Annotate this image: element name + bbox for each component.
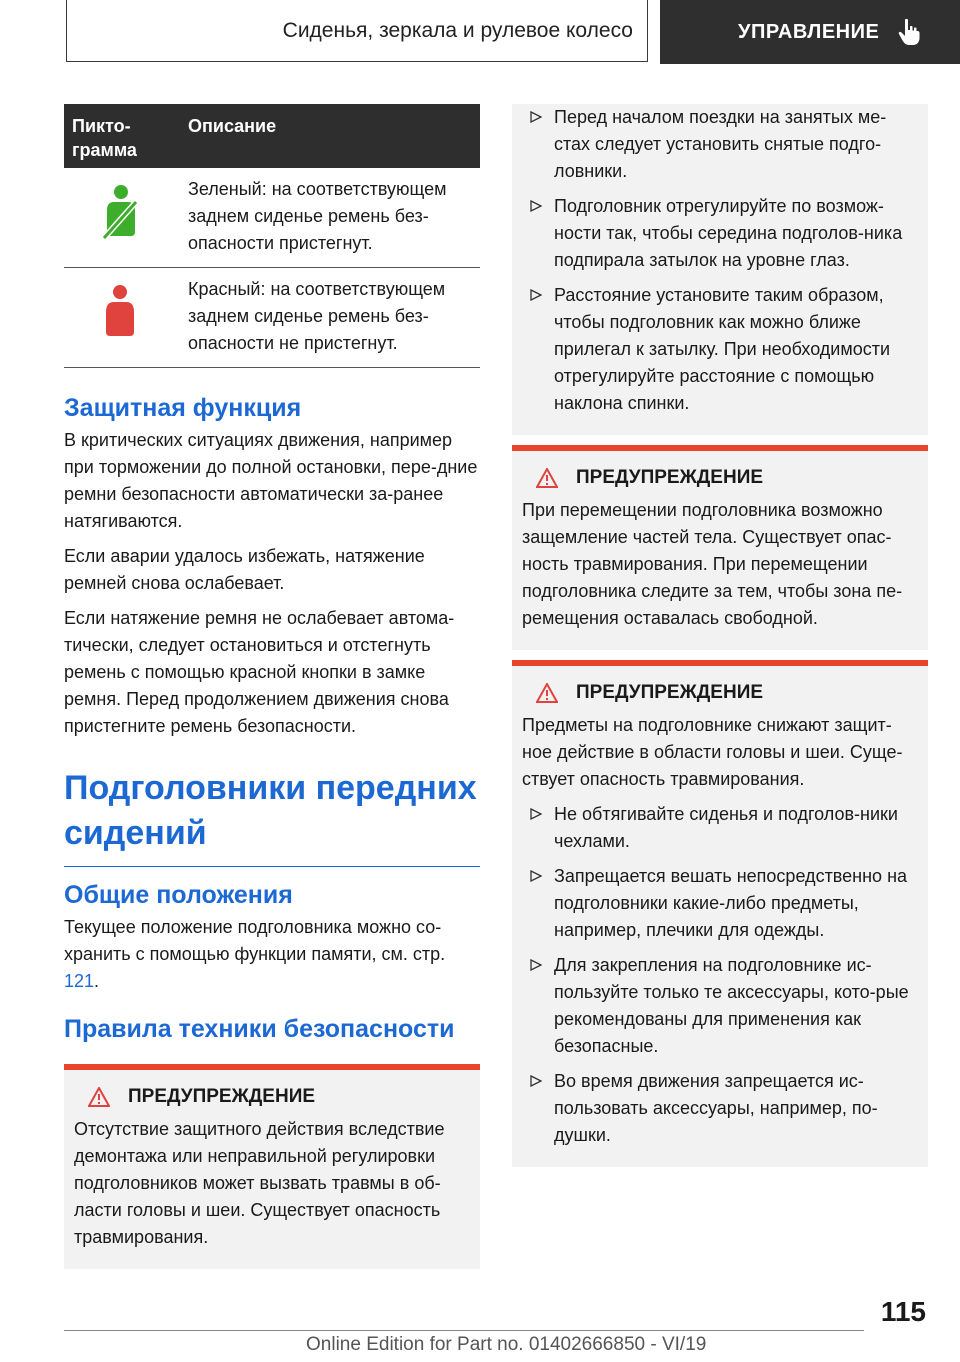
section-title: Сиденья, зеркала и рулевое колесо <box>282 18 633 42</box>
triangle-bullet-icon <box>530 289 542 301</box>
warning-label: ПРЕДУПРЕЖДЕНИЕ <box>576 467 764 488</box>
warning-text: При перемещении подголовника возможно защемление частей тела. Существует опас-ность травмирования. При перемещении подголовника следите за тем, чтобы зона пе-ремещения оставалась свободной. <box>522 500 903 628</box>
right-column <box>512 104 928 1167</box>
list-item <box>522 1068 918 1149</box>
instructions-list <box>522 104 918 417</box>
chapter-tab[interactable] <box>660 0 960 64</box>
table-header-description: Описание <box>188 116 277 136</box>
warning-label: ПРЕДУПРЕЖДЕНИЕ <box>128 1086 316 1107</box>
warning-box <box>64 1064 480 1269</box>
triangle-bullet-icon <box>530 870 542 882</box>
triangle-bullet-icon <box>530 1075 542 1087</box>
general-heading: Общие положения <box>64 881 293 909</box>
table-row <box>64 268 480 368</box>
list-item-text: Запрещается вешать непосредственно на подголовники какие-либо предметы, например, плечики для одежды. <box>554 866 908 940</box>
seatbelt-unfastened-icon <box>100 284 140 340</box>
protect-paragraph-1: В критических ситуациях движения, например при торможении до полной остановки, пере-дние ремни безопасности автоматически за-ранее натягиваются. <box>64 430 478 531</box>
page-reference-link[interactable]: 121 <box>64 971 95 991</box>
warning-triangle-icon <box>536 468 558 488</box>
table-header <box>64 104 480 168</box>
list-item-text: Во время движения запрещается ис-пользовать аксессуары, например, по-душки. <box>554 1071 878 1145</box>
list-item-text: Не обтягивайте сиденья и подголов-ники чехлами. <box>554 804 898 851</box>
table-header-pictogram: Пикто-грамма <box>72 116 137 160</box>
protect-paragraph-2: Если аварии удалось избежать, натяжение ремней снова ослабевает. <box>64 546 425 593</box>
warning-list <box>522 801 918 1149</box>
chapter-title: УПРАВЛЕНИЕ <box>738 20 880 43</box>
list-item-text: Для закрепления на подголовнике ис-пользуйте только те аксессуары, кото-рые рекомендованы для применения как безопасные. <box>554 955 909 1056</box>
warning-box <box>512 445 928 650</box>
warning-text: Отсутствие защитного действия вследствие демонтажа или неправильной регулировки подголовников может вызвать травмы в об-ласти головы и шеи. Существует опасность травмирования. <box>74 1119 445 1247</box>
warning-triangle-icon <box>88 1087 110 1107</box>
list-item <box>522 104 918 185</box>
safety-rules-heading: Правила техники безопасности <box>64 1015 455 1043</box>
warning-text: Предметы на подголовнике снижают защит-ное действие в области головы и шеи. Суще-ствует опасность травмирования. <box>522 715 903 789</box>
warning-box <box>512 660 928 1167</box>
general-text: Текущее положение подголовника можно со-хранить с помощью функции памяти, см. стр. <box>64 917 446 964</box>
list-item <box>522 282 918 417</box>
protect-paragraph-3: Если натяжение ремня не ослабевает автома-тически, следует остановиться и отстегнуть ремень с помощью красной кнопки в замке ремня. Перед продолжением движения снова пристегните ремень безопасности. <box>64 608 455 736</box>
general-paragraph: Текущее положение подголовника можно со-хранить с помощью функции памяти, см. стр. 121. <box>64 917 446 991</box>
protect-heading: Защитная функция <box>64 394 302 422</box>
warning-label: ПРЕДУПРЕЖДЕНИЕ <box>576 682 764 703</box>
table-cell-description: Зеленый: на соответствующем заднем сиденье ремень без-опасности пристегнут. <box>188 179 447 253</box>
list-item-text: Подголовник отрегулируйте по возмож-ности так, чтобы середина подголов-ника подпирала затылок на уровне глаз. <box>554 196 903 270</box>
list-item <box>522 952 918 1060</box>
triangle-bullet-icon <box>530 808 542 820</box>
left-column <box>64 104 480 1269</box>
seatbelt-fastened-icon <box>100 184 140 240</box>
list-item-text: Перед началом поездки на занятых ме-стах следует установить снятые подго-ловники. <box>554 107 887 181</box>
headrests-heading: Подголовники передних сидений <box>64 769 477 852</box>
running-header-section <box>66 0 648 62</box>
triangle-bullet-icon <box>530 959 542 971</box>
footer-divider <box>64 1330 864 1331</box>
list-item <box>522 193 918 274</box>
table-row <box>64 168 480 268</box>
page-number: 115 <box>880 1296 926 1327</box>
list-item-text: Расстояние установите таким образом, чтобы подголовник как можно ближе прилегал к затылку. При необходимости отрегулируйте расстояние с помощью наклона спинки. <box>554 285 891 413</box>
list-item <box>522 863 918 944</box>
warning-triangle-icon <box>536 683 558 703</box>
list-item <box>522 801 918 855</box>
instructions-box <box>512 104 928 435</box>
edition-note: Online Edition for Part no. 01402666850 - VI/19 <box>306 1334 707 1355</box>
triangle-bullet-icon <box>530 200 542 212</box>
table-cell-description: Красный: на соответствующем заднем сиденье ремень без-опасности не пристегнут. <box>188 279 446 353</box>
triangle-bullet-icon <box>530 111 542 123</box>
hand-pointer-icon <box>897 18 921 46</box>
